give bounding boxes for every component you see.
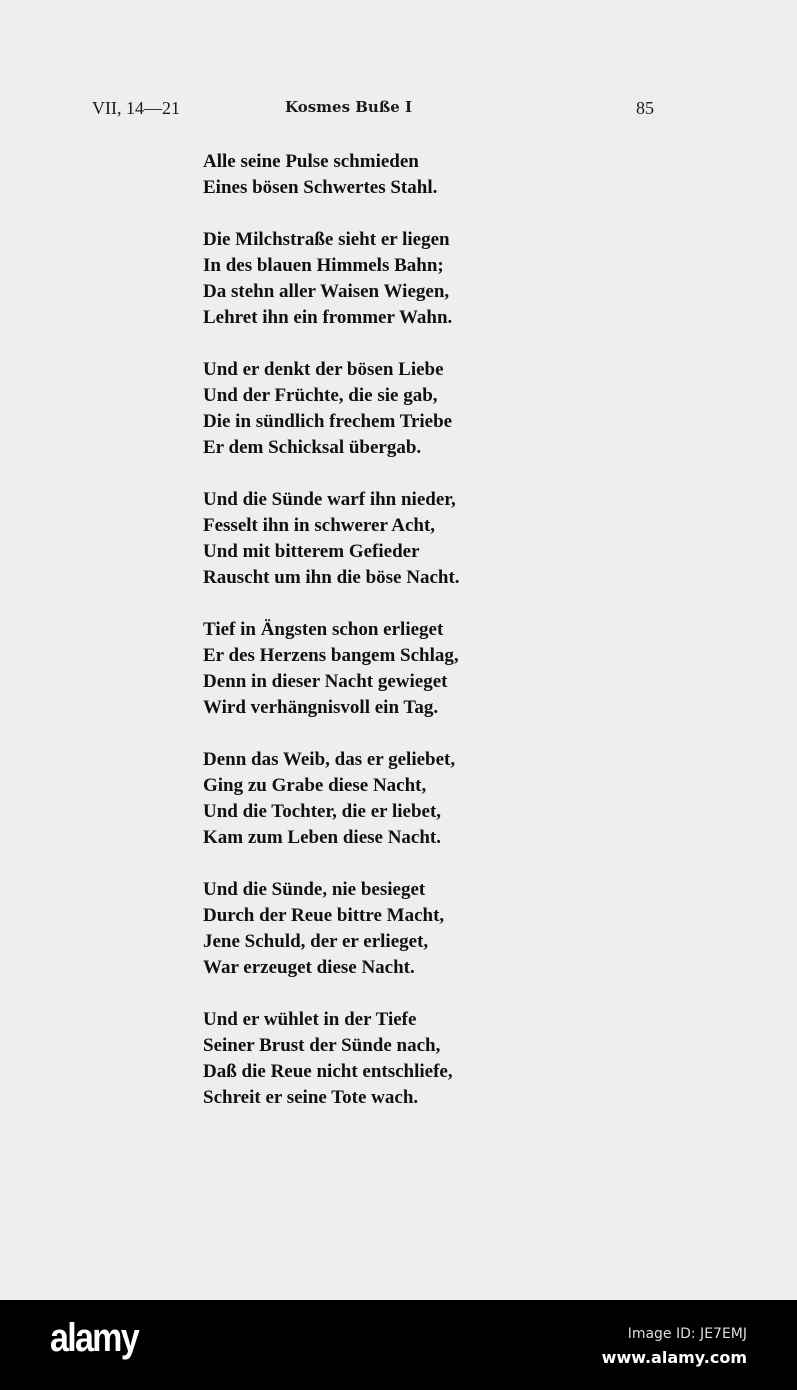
- poem-line: Und mit bitterem Gefieder: [203, 541, 420, 562]
- poem-line: Und die Sünde warf ihn nieder,: [203, 489, 456, 510]
- poem-line: Alle seine Pulse schmieden: [203, 151, 419, 172]
- poem-line: War erzeuget diese Nacht.: [203, 957, 415, 978]
- poem-line: Jene Schuld, der er erlieget,: [203, 931, 429, 952]
- poem-line: Daß die Reue nicht entschliefe,: [203, 1061, 453, 1082]
- stanza: [203, 877, 460, 981]
- stanza: [203, 149, 460, 201]
- poem-line: Kam zum Leben diese Nacht.: [203, 827, 442, 848]
- stanza: [203, 747, 460, 851]
- poem-line: Wird verhängnisvoll ein Tag.: [203, 697, 439, 718]
- running-title: Kosmes Buße I: [285, 98, 413, 116]
- poem-line: Eines bösen Schwertes Stahl.: [203, 177, 438, 198]
- alamy-logo: alamy: [50, 1316, 138, 1360]
- poem-line: Und er wühlet in der Tiefe: [203, 1009, 417, 1030]
- poem-line: Die in sündlich frechem Triebe: [203, 411, 453, 432]
- site-url: www.alamy.com: [601, 1348, 747, 1367]
- stanza: [203, 357, 460, 461]
- poem-line: In des blauen Himmels Bahn;: [203, 255, 444, 276]
- poem-line: Durch der Reue bittre Macht,: [203, 905, 445, 926]
- poem-line: Und die Tochter, die er liebet,: [203, 801, 442, 822]
- poem-line: Schreit er seine Tote wach.: [203, 1087, 419, 1108]
- poem-line: Denn in dieser Nacht gewieget: [203, 671, 448, 692]
- image-id: Image ID: JE7EMJ: [627, 1326, 747, 1342]
- poem-line: Und der Früchte, die sie gab,: [203, 385, 438, 406]
- poem-line: Tief in Ängsten schon erlieget: [203, 619, 444, 640]
- poem-line: Da stehn aller Waisen Wiegen,: [203, 281, 450, 302]
- stanza: [203, 1007, 460, 1111]
- poem: [203, 149, 460, 1137]
- stanza: [203, 227, 460, 331]
- section-reference: VII, 14—21: [92, 98, 180, 118]
- poem-line: Denn das Weib, das er geliebet,: [203, 749, 456, 770]
- poem-line: Ging zu Grabe diese Nacht,: [203, 775, 427, 796]
- stanza: [203, 487, 460, 591]
- poem-line: Fesselt ihn in schwerer Acht,: [203, 515, 436, 536]
- poem-line: Seiner Brust der Sünde nach,: [203, 1035, 441, 1056]
- poem-line: Und er denkt der bösen Liebe: [203, 359, 444, 380]
- page-number: 85: [636, 98, 654, 118]
- poem-line: Und die Sünde, nie besieget: [203, 879, 426, 900]
- poem-line: Rauscht um ihn die böse Nacht.: [203, 567, 460, 588]
- poem-line: Er dem Schicksal übergab.: [203, 437, 422, 458]
- poem-line: Die Milchstraße sieht er liegen: [203, 229, 450, 250]
- poem-line: Lehret ihn ein frommer Wahn.: [203, 307, 453, 328]
- watermark-footer: [0, 1300, 797, 1390]
- stanza: [203, 617, 460, 721]
- poem-line: Er des Herzens bangem Schlag,: [203, 645, 459, 666]
